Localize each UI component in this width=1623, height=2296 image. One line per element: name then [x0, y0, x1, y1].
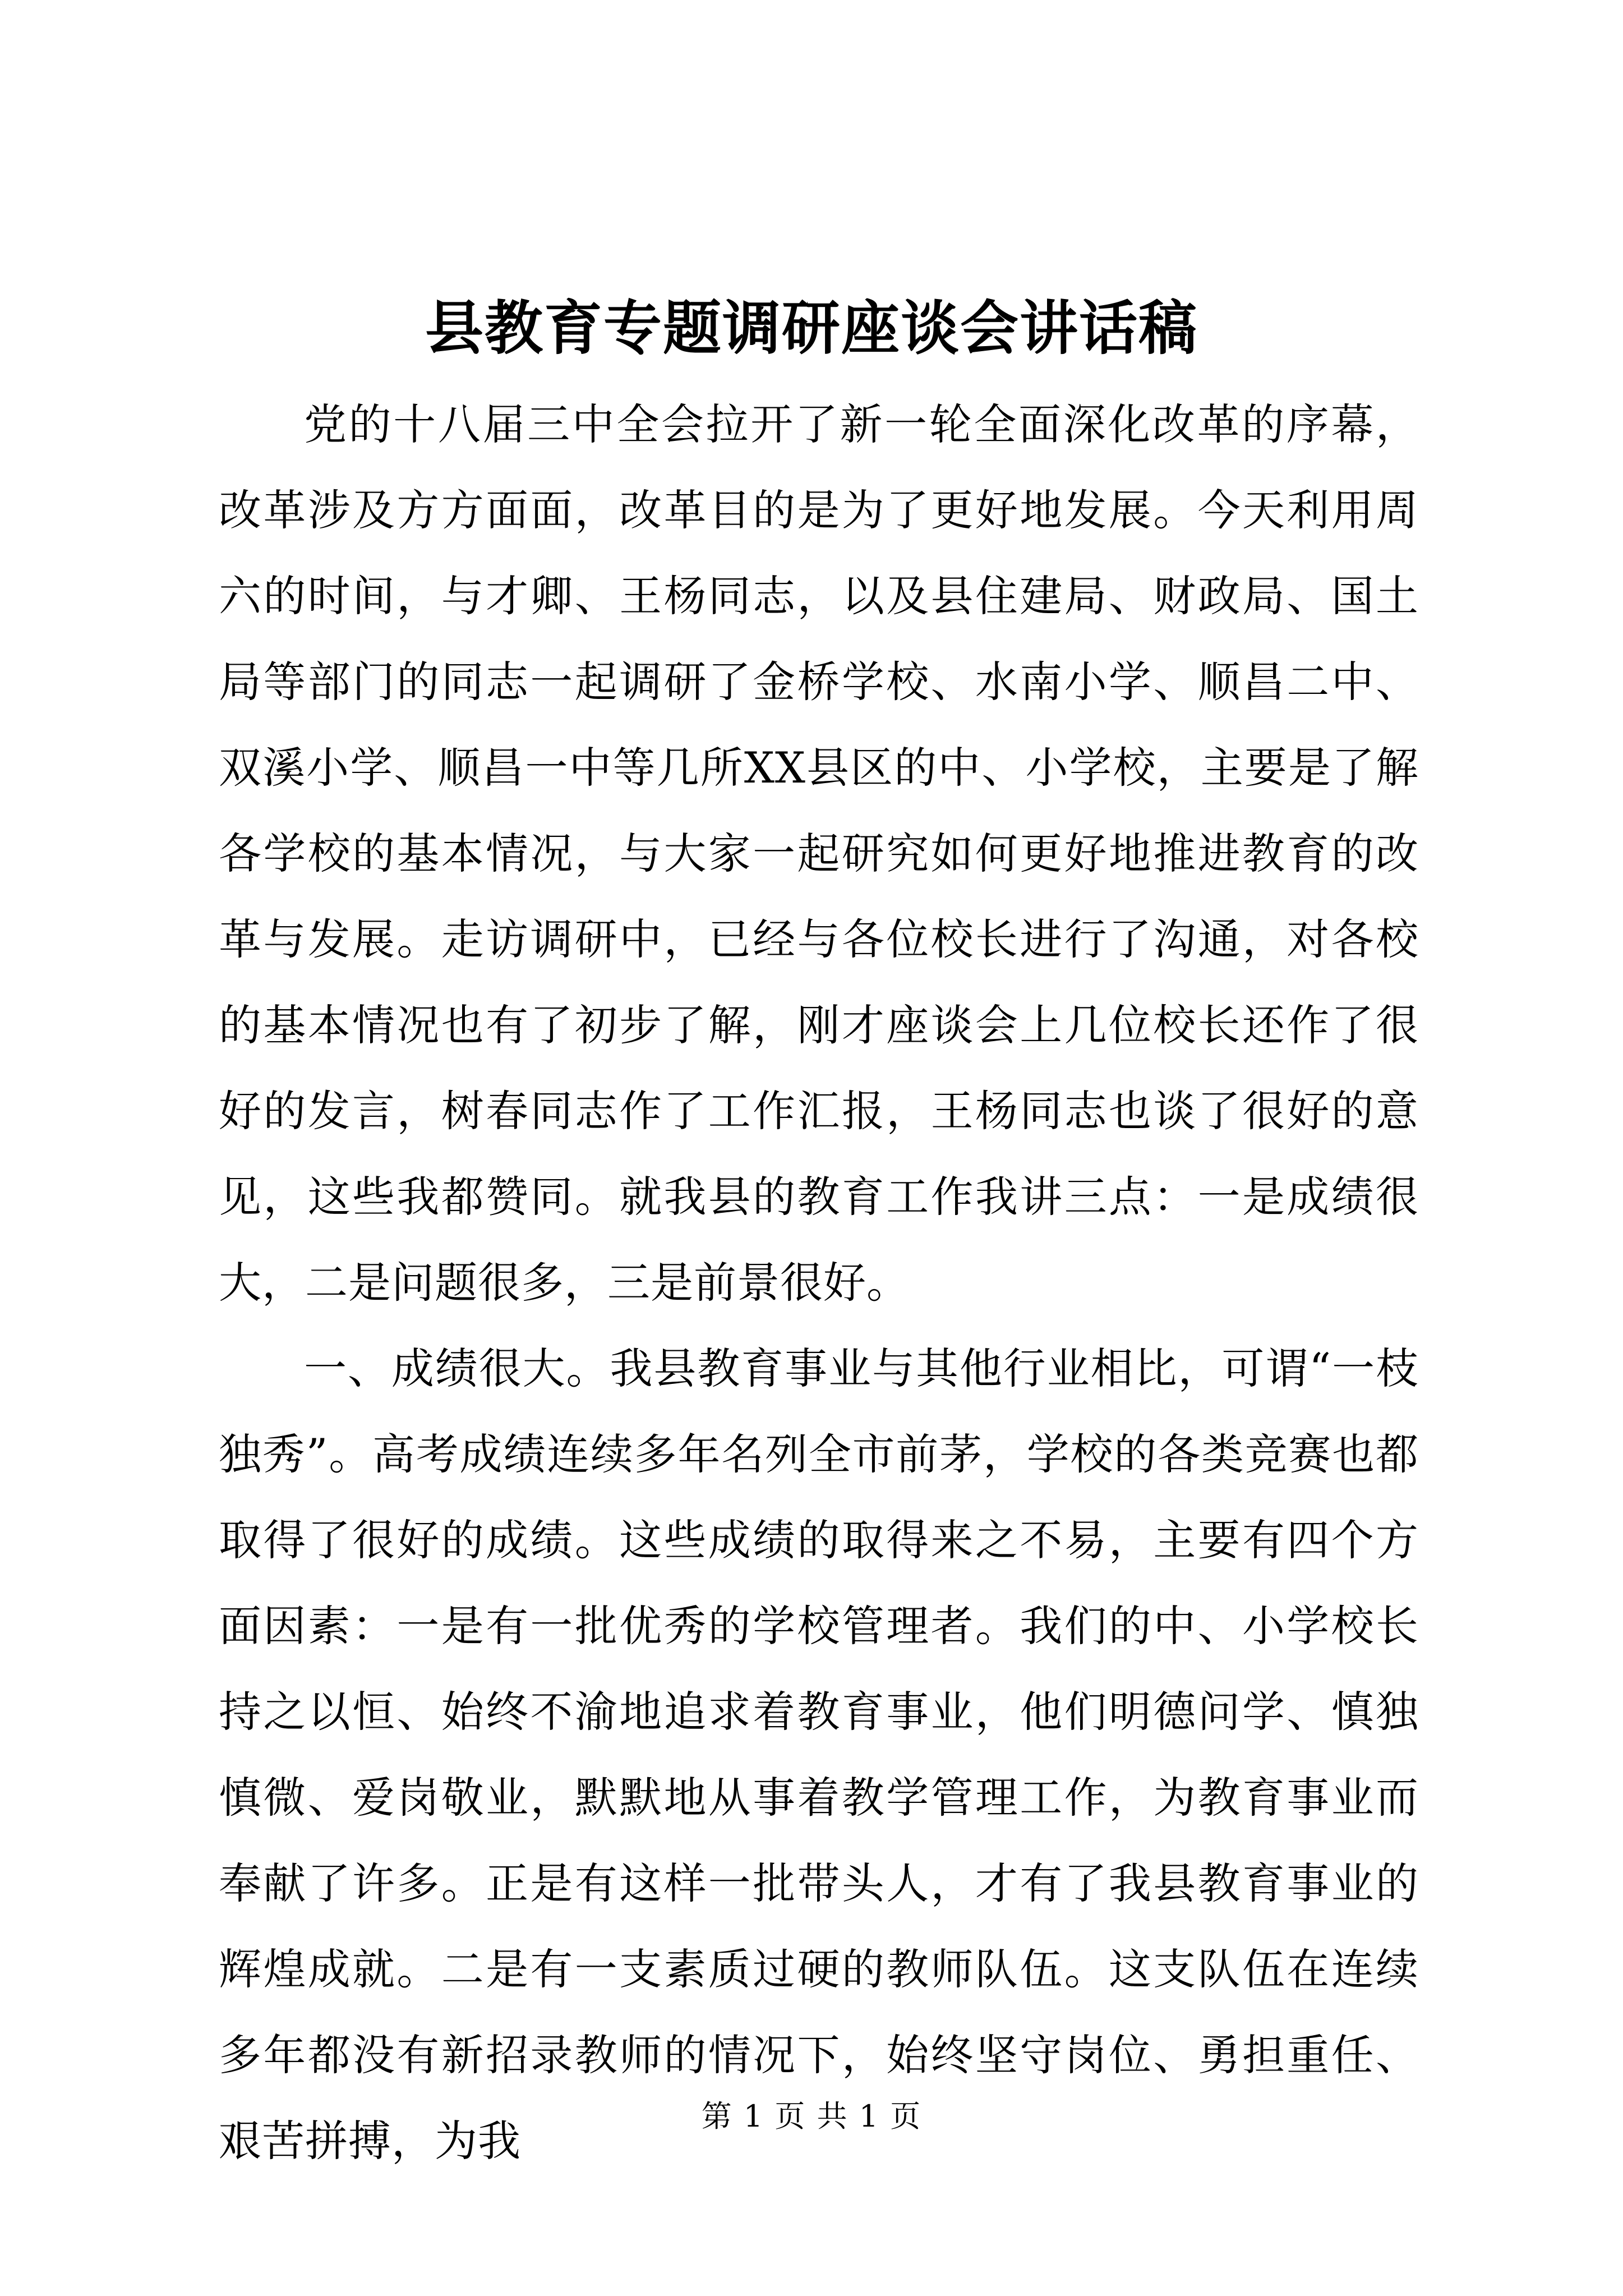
paragraph-achievements: 一、成绩很大。我县教育事业与其他行业相比，可谓“一枝独秀”。高考成绩连续多年名列全市前茅，学校的各类竞赛也都取得了很好的成绩。这些成绩的取得来之不易，主要有四个方面因素：一是有一批优秀的学校管理者。我们的中、小学校长持之以恒、始终不渝地追求着教育事业，他们明德问学、慎独慎微、爱岗敬业，默默地从事着教学管理工作，为教育事业而奉献了许多。正是有这样一批带头人，才有了我县教育事业的辉煌成就。二是有一支素质过硬的教师队伍。这支队伍在连续多年都没有新招录教师的情况下，始终坚守岗位、勇担重任、艰苦拼搏，为我	[219, 1343, 1419, 2166]
page-footer: 第 1 页 共 1 页	[701, 2099, 922, 2134]
document-title: 县教育专题调研座谈会讲话稿	[425, 293, 1198, 362]
paragraph-intro: 党的十八届三中全会拉开了新一轮全面深化改革的序幕，改革涉及方方面面，改革目的是为了更好地发展。今天利用周六的时间，与才卿、王杨同志，以及县住建局、财政局、国土局等部门的同志一起调研了金桥学校、水南小学、顺昌二中、双溪小学、顺昌一中等几所XX县区的中、小学校，主要是了解各学校的基本情况，与大家一起研究如何更好地推进教育的改革与发展。走访调研中，已经与各位校长进行了沟通，对各校的基本情况也有了初步了解，刚才座谈会上几位校长还作了很好的发言，树春同志作了工作汇报，王杨同志也谈了很好的意见，这些我都赞同。就我县的教育工作我讲三点：一是成绩很大，二是问题很多，三是前景很好。	[219, 399, 1419, 1308]
document-body	[219, 381, 1419, 2184]
